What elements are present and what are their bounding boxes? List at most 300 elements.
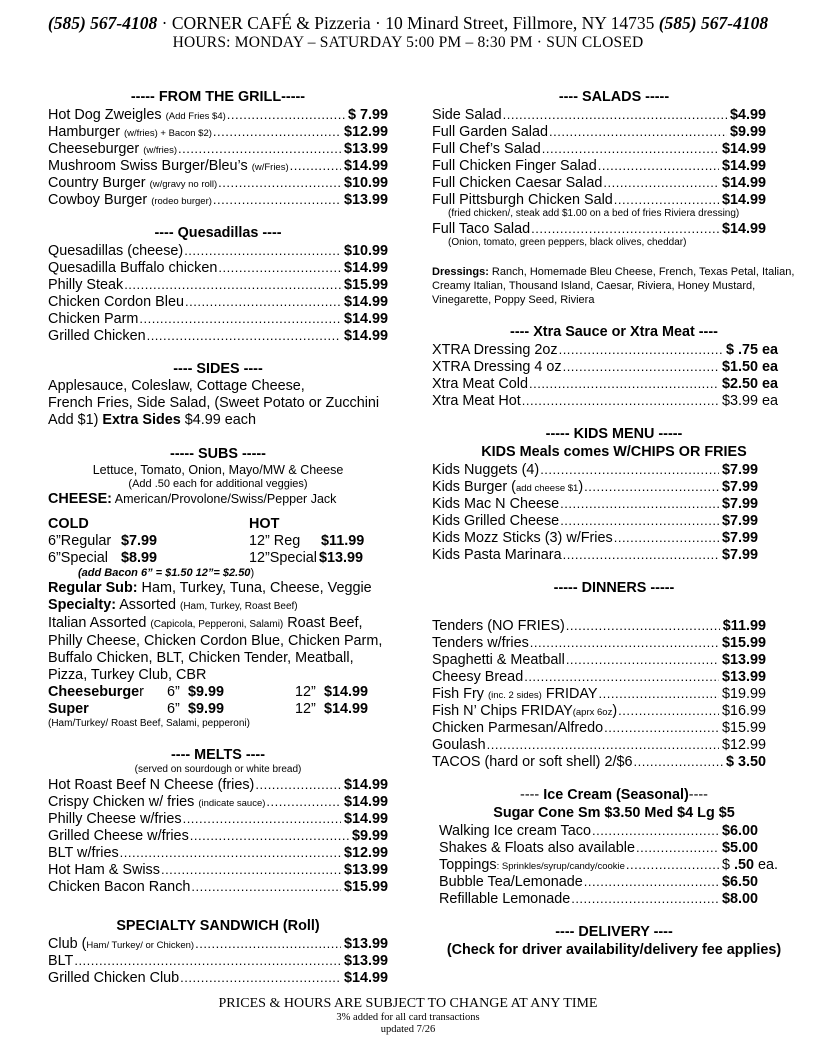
item-note: (inc. 2 sides) (487, 690, 542, 701)
item-name: Mushroom Swiss Burger/Bleu’s (48, 158, 252, 174)
item-name: Side Salad (432, 107, 502, 123)
item-name: Goulash (432, 737, 486, 753)
menu-item: Fish Fry (inc. 2 sides) FRIDAY ..... $19.99 (432, 685, 766, 702)
subs-regular-row (48, 533, 388, 550)
leader-dots (563, 358, 719, 375)
menu-item (48, 810, 388, 827)
menu-item (48, 259, 388, 276)
menu-item (432, 753, 766, 770)
melts-note: (served on sourdough or white bread) (134, 764, 302, 775)
delivery-note: (Check for driver availability/delivery fee applies) (446, 942, 782, 958)
item-price: $10.99 (343, 243, 388, 259)
leader-dots (614, 529, 719, 546)
item-price: $14.99 (721, 158, 766, 174)
menu-item (48, 776, 388, 793)
item-price: $14.99 (721, 192, 766, 208)
leader-dots (161, 861, 341, 878)
dressings-text (432, 265, 796, 307)
dinners-list (432, 617, 796, 770)
item-price: $14.99 (343, 777, 388, 793)
kids-list (432, 461, 796, 563)
item-note: (Add Fries $4) (165, 111, 226, 122)
menu-item: Kids Burger (add cheese $1) ..... $7.99 (432, 478, 758, 495)
menu-item (432, 546, 758, 563)
menu-item (48, 140, 388, 157)
updated-date: updated 7/26 (380, 1024, 436, 1035)
item-name: Chicken Parmesan/Alfredo (432, 720, 604, 736)
delivery-title: ---- DELIVERY ---- (555, 924, 673, 940)
sides-title: ---- SIDES ---- (173, 361, 263, 377)
menu-item (48, 242, 388, 259)
leader-dots (503, 106, 727, 123)
cheeseburger-sub-row: Cheeseburge r 6” $9.99 12” $14.99 (48, 684, 369, 700)
menu-item (432, 512, 758, 529)
item-note: add cheese $1 (515, 483, 579, 494)
item-name: Hot Dog Zweigles (48, 107, 166, 123)
item-note: Ham/ Turkey/ or Chicken) (86, 940, 195, 951)
menu-item (439, 873, 758, 890)
item-price: $ 7.99 (347, 107, 388, 123)
leader-dots (213, 191, 341, 208)
separator: · (161, 13, 168, 33)
item-name: Kids Nuggets (4) (432, 462, 540, 478)
item-price: $7.99 (721, 462, 758, 478)
item-name: TACOS (hard or soft shell) 2/$6 (432, 754, 633, 770)
item-name: Grilled Chicken (48, 328, 146, 344)
subs-veggies-note: (Add .50 each for additional veggies) (128, 478, 308, 490)
menu-item (48, 952, 388, 969)
item-price: $2.50 ea (721, 376, 778, 392)
item-price: $14.99 (343, 158, 388, 174)
cold-special-label: 6”Special (48, 550, 108, 566)
leader-dots (147, 327, 341, 344)
menu-item (432, 651, 766, 668)
menu-item (432, 106, 766, 123)
item-price: $14.99 (343, 328, 388, 344)
super-6-price: $9.99 (188, 701, 225, 717)
leader-dots (185, 293, 341, 310)
item-name: Xtra Meat Hot (432, 393, 521, 409)
menu-item (432, 634, 766, 651)
item-note: : Sprinkles/syrup/candy/cookie (496, 861, 625, 872)
item-price: $ 3.50 (725, 754, 766, 770)
item-name: Full Chef’s Salad (432, 141, 541, 157)
leader-dots (559, 341, 723, 358)
leader-dots (190, 827, 349, 844)
grill-list (48, 106, 388, 208)
size-6: 6” (167, 684, 180, 700)
menu-item (432, 123, 766, 140)
item-name: Kids Mozz Sticks (3) w/Fries (432, 530, 613, 546)
item-name: Cheeseburger (48, 141, 144, 157)
leader-dots (603, 174, 719, 191)
item-price: $7.99 (721, 479, 758, 495)
menu-item (48, 157, 388, 174)
item-name: Country Burger (48, 175, 150, 191)
item-name: Tenders w/fries (432, 635, 529, 651)
item-price: $10.99 (343, 175, 388, 191)
item-price: $15.99 (721, 720, 766, 736)
leader-dots (614, 191, 719, 208)
item-name: Full Chicken Caesar Salad (432, 175, 603, 191)
menu-item (48, 123, 388, 140)
leader-dots (584, 873, 719, 890)
header-contact-line (0, 13, 816, 33)
leader-dots (180, 969, 341, 986)
item-name: Kids Burger ( (432, 479, 516, 495)
specialty-list: Pizza, Turkey Club, CBR (48, 667, 207, 683)
item-price: $7.99 (721, 513, 758, 529)
item-price: $14.99 (343, 294, 388, 310)
item-name: Bubble Tea/Lemonade (439, 874, 583, 890)
item-price: $13.99 (343, 192, 388, 208)
menu-item (432, 140, 766, 157)
leader-dots (530, 634, 719, 651)
leader-dots (120, 844, 341, 861)
leader-dots (529, 375, 719, 392)
item-price: $7.99 (721, 496, 758, 512)
item-name: BLT (48, 953, 74, 969)
hot-regular-price: $11.99 (321, 533, 365, 549)
taco-salad-note: (Onion, tomato, green peppers, black olives, cheddar) (448, 237, 687, 248)
menu-item (432, 358, 778, 375)
super-note: (Ham/Turkey/ Roast Beef, Salami, pepperoni) (48, 718, 250, 729)
specialty-line: Specialty: Assorted (Ham, Turkey, Roast Beef) (48, 597, 298, 613)
item-name: Toppings (439, 857, 497, 873)
item-note: (w/fries) (143, 145, 177, 156)
menu-item (432, 529, 758, 546)
item-name: Hamburger (48, 124, 124, 140)
item-name: Philly Cheese w/fries (48, 811, 182, 827)
leader-dots (584, 478, 719, 495)
hot-regular-label: 12” Reg (249, 533, 301, 549)
regular-sub-label: Regular Sub: (48, 580, 138, 596)
menu-item (48, 293, 388, 310)
item-price: $12.99 (343, 845, 388, 861)
item-price: $14.99 (343, 311, 388, 327)
dinners-title: ----- DINNERS ----- (553, 580, 675, 596)
item-price: $4.99 (729, 107, 766, 123)
item-note: (indicate sauce) (198, 798, 266, 809)
leader-dots (218, 174, 341, 191)
menu-item (432, 375, 778, 392)
cold-label: COLD (48, 516, 89, 532)
menu-item (432, 191, 766, 208)
regular-sub-line (48, 580, 388, 597)
item-name: Hot Roast Beef N Cheese (fries) (48, 777, 255, 793)
item-name: Kids Grilled Cheese (432, 513, 560, 529)
leader-dots (266, 793, 341, 810)
leader-dots (178, 140, 341, 157)
menu-item (48, 969, 388, 986)
phone-number: (585) 567-4108 (658, 13, 769, 33)
specialty-list: Philly Cheese, Chicken Cordon Blue, Chicken Parm, (48, 633, 383, 649)
leader-dots (560, 512, 719, 529)
hot-special-price: $13.99 (319, 550, 364, 566)
menu-item (432, 174, 766, 191)
cold-regular-label: 6”Regular (48, 533, 112, 549)
leader-dots (571, 890, 719, 907)
extra-sides-label: Extra Sides (102, 412, 181, 428)
salads-title: ---- SALADS ----- (558, 89, 670, 105)
item-price: $13.99 (343, 141, 388, 157)
cheese-options (48, 491, 388, 508)
icecream-list (432, 822, 796, 907)
cheese-label: CHEESE: (48, 491, 112, 507)
item-price: $6.50 (721, 874, 758, 890)
specialty-sandwich-title: SPECIALTY SANDWICH (Roll) (116, 918, 320, 934)
item-price: $15.99 (721, 635, 766, 651)
item-price: $5.00 (721, 840, 758, 856)
item-name: Fish Fry (432, 686, 488, 702)
specialty-label: Specialty: (48, 597, 116, 613)
leader-dots (124, 276, 341, 293)
item-price: $14.99 (343, 811, 388, 827)
item-name: Full Pittsburgh Chicken Sald (432, 192, 613, 208)
item-note: (rodeo burger) (151, 196, 212, 207)
item-name: Spaghetti & Meatball (432, 652, 565, 668)
bacon-note: (add Bacon 6” = $1.50 12”= $2.50) (78, 567, 255, 579)
super-12-price: $14.99 (324, 701, 369, 717)
item-note: (w/fries) + Bacon $2) (123, 128, 212, 139)
leader-dots (227, 106, 345, 123)
item-name: Grilled Chicken Club (48, 970, 180, 986)
menu-item (432, 220, 766, 237)
menu-item (432, 668, 766, 685)
menu-item: Toppings: Sprinkles/syrup/candy/cookie ..... $ .50 ea. (439, 856, 778, 873)
item-name: BLT w/fries (48, 845, 119, 861)
menu-footer (0, 996, 816, 1036)
sugar-cone-prices: Sugar Cone Sm $3.50 Med $4 Lg $5 (493, 805, 735, 821)
menu-item (439, 839, 758, 856)
menu-item (432, 461, 758, 478)
dressings-list: Ranch, Homemade Bleu Cheese, French, Texas Petal, Italian, Creamy Italian, Thousand Island, Caesar, Riviera, Honey Mustard, Vinegarette, Poppy Seed, Riviera (432, 266, 795, 306)
menu-item (48, 327, 388, 344)
item-name: XTRA Dressing 2oz (432, 342, 558, 358)
leader-dots (183, 810, 341, 827)
item-name: Quesadillas (cheese) (48, 243, 184, 259)
item-price: $14.99 (343, 260, 388, 276)
phone-number: (585) 567-4108 (47, 13, 158, 33)
leader-dots (633, 753, 723, 770)
item-price: $13.99 (343, 953, 388, 969)
sides-line: Add $1) Extra Sides $4.99 each (48, 412, 257, 428)
menu-item (432, 341, 778, 358)
item-name: Xtra Meat Cold (432, 376, 528, 392)
item-price: $13.99 (721, 669, 766, 685)
specialty-list: Buffalo Chicken, BLT, Chicken Tender, Meatball, (48, 650, 354, 666)
item-note: (w/gravy no roll) (149, 179, 218, 190)
price-change-notice: PRICES & HOURS ARE SUBJECT TO CHANGE AT ANY TIME (218, 996, 598, 1011)
item-price: .50 (733, 857, 754, 873)
item-name: Full Taco Salad (432, 221, 531, 237)
leader-dots (255, 776, 341, 793)
item-price: $14.99 (721, 221, 766, 237)
subs-header-row (48, 516, 388, 533)
item-name: Full Chicken Finger Salad (432, 158, 597, 174)
item-price: $8.00 (721, 891, 758, 907)
super-sub-label: Super (48, 701, 89, 717)
item-name: XTRA Dressing 4 oz (432, 359, 562, 375)
item-name: Fish N’ Chips FRIDAY (432, 703, 573, 719)
menu-item (48, 878, 388, 895)
pittsburgh-note: (fried chicken/, steak add $1.00 on a bed of fries Riviera dressing) (448, 208, 740, 219)
melts-list (48, 776, 388, 895)
item-price: $12.99 (343, 124, 388, 140)
specialty-list: Italian Assorted (Capicola, Pepperoni, Salami) Roast Beef, (48, 615, 363, 631)
item-name: Quesadilla Buffalo chicken (48, 260, 218, 276)
item-name: Kids Pasta Marinara (432, 547, 562, 563)
menu-item (439, 890, 758, 907)
size-6: 6” (167, 701, 180, 717)
item-name: Tenders (NO FRIES) (432, 618, 565, 634)
item-name: Crispy Chicken w/ fries (48, 794, 199, 810)
menu-item (432, 736, 766, 753)
item-name: Philly Steak (48, 277, 124, 293)
salads-list (432, 106, 796, 249)
item-name: Club ( (48, 936, 87, 952)
leader-dots (487, 736, 719, 753)
item-price: $13.99 (343, 936, 388, 952)
sides-line: Applesauce, Coleslaw, Cottage Cheese, (48, 378, 305, 394)
sides-line: French Fries, Side Salad, (Sweet Potato or Zucchini (48, 395, 380, 411)
leader-dots (566, 651, 719, 668)
item-name: Kids Mac N Cheese (432, 496, 560, 512)
item-price: $1.50 ea (721, 359, 778, 375)
item-name: Full Garden Salad (432, 124, 548, 140)
menu-item (48, 106, 388, 123)
item-price: $12.99 (721, 737, 766, 753)
leader-dots (626, 856, 719, 873)
item-price: $9.99 (351, 828, 388, 844)
subs-toppings: Lettuce, Tomato, Onion, Mayo/MW & Cheese (92, 463, 344, 477)
item-name: Grilled Cheese w/fries (48, 828, 189, 844)
right-column (432, 88, 796, 959)
leader-dots (139, 310, 341, 327)
item-price: $9.99 (729, 124, 766, 140)
leader-dots (195, 935, 341, 952)
super-sub-row (48, 701, 388, 718)
sides-text (48, 378, 388, 429)
menu-item (48, 861, 388, 878)
hot-label: HOT (249, 516, 280, 532)
item-price: $14.99 (721, 175, 766, 191)
item-price: $7.99 (721, 547, 758, 563)
quesadillas-list (48, 242, 388, 344)
menu-item (432, 495, 758, 512)
cheeseburger-sub-label: Cheeseburge (48, 684, 140, 700)
cold-special-price: $8.99 (121, 550, 158, 566)
leader-dots (184, 242, 341, 259)
item-price: $19.99 (721, 686, 766, 702)
menu-item (432, 392, 778, 409)
cheeseburger-6-price: $9.99 (188, 684, 225, 700)
leader-dots (524, 668, 719, 685)
size-12: 12” (295, 684, 316, 700)
subs-special-row (48, 550, 388, 567)
xtra-list (432, 341, 796, 409)
specialty-sandwich-list (48, 935, 388, 986)
item-note: (w/Fries) (251, 162, 289, 173)
left-column (48, 88, 388, 986)
menu-item (48, 276, 388, 293)
card-fee-notice: 3% added for all card transactions (336, 1012, 480, 1023)
cold-regular-price: $7.99 (121, 533, 158, 549)
item-name: Walking Ice cream Taco (439, 823, 591, 839)
leader-dots (598, 157, 719, 174)
leader-dots (542, 140, 719, 157)
kids-title: ----- KIDS MENU ----- (545, 426, 683, 442)
item-price: $7.99 (721, 530, 758, 546)
item-price: $13.99 (343, 862, 388, 878)
leader-dots (566, 617, 720, 634)
menu-item: Fish N’ Chips FRIDAY(aprx 6oz) ..... $16.99 (432, 702, 766, 719)
grill-title: ----- FROM THE GRILL----- (130, 89, 306, 105)
cheese-list: American/Provolone/Swiss/Pepper Jack (111, 492, 337, 506)
leader-dots (563, 546, 719, 563)
leader-dots (218, 259, 341, 276)
item-name: Chicken Bacon Ranch (48, 879, 191, 895)
item-price: $14.99 (721, 141, 766, 157)
item-price: $15.99 (343, 879, 388, 895)
item-price: $14.99 (343, 970, 388, 986)
quesadillas-title: ---- Quesadillas ---- (154, 225, 282, 241)
item-name: Shakes & Floats also available (439, 840, 635, 856)
item-price: $16.99 (721, 703, 766, 719)
menu-item (48, 844, 388, 861)
subs-title: ----- SUBS ----- (170, 446, 266, 462)
item-name: Hot Ham & Swiss (48, 862, 160, 878)
item-price: $13.99 (721, 652, 766, 668)
menu-item (432, 719, 766, 736)
menu-item (48, 827, 388, 844)
menu-item (48, 310, 388, 327)
item-price: $6.00 (721, 823, 758, 839)
menu-item (48, 174, 388, 191)
menu-header (0, 13, 816, 52)
regular-sub-list: Ham, Turkey, Tuna, Cheese, Veggie (137, 580, 372, 596)
item-price: $11.99 (722, 618, 766, 634)
item-price: $ .75 ea (725, 342, 778, 358)
leader-dots (560, 495, 719, 512)
menu-item (432, 157, 766, 174)
item-price: $3.99 ea (721, 393, 778, 409)
xtra-title: ---- Xtra Sauce or Xtra Meat ---- (510, 324, 718, 340)
restaurant-name-address: CORNER CAFÉ & Pizzeria · 10 Minard Street, Fillmore, NY 14735 (171, 13, 655, 33)
leader-dots (604, 719, 719, 736)
item-name: Chicken Parm (48, 311, 139, 327)
melts-title: ---- MELTS ---- (170, 747, 266, 763)
leader-dots (618, 702, 719, 719)
item-price: $14.99 (343, 794, 388, 810)
leader-dots (191, 878, 341, 895)
menu-item (432, 617, 766, 634)
leader-dots (522, 392, 719, 409)
leader-dots (636, 839, 719, 856)
leader-dots (531, 220, 719, 237)
hot-special-label: 12”Special (249, 550, 317, 566)
menu-item (48, 793, 388, 810)
kids-subtitle: KIDS Meals comes W/CHIPS OR FRIES (481, 444, 747, 460)
item-name: Refillable Lemonade (439, 891, 571, 907)
item-name: Cheesy Bread (432, 669, 524, 685)
cheeseburger-12-price: $14.99 (324, 684, 369, 700)
leader-dots (540, 461, 719, 478)
size-12: 12” (295, 701, 316, 717)
menu-item (48, 935, 388, 952)
item-price: $15.99 (343, 277, 388, 293)
menu-item (439, 822, 758, 839)
